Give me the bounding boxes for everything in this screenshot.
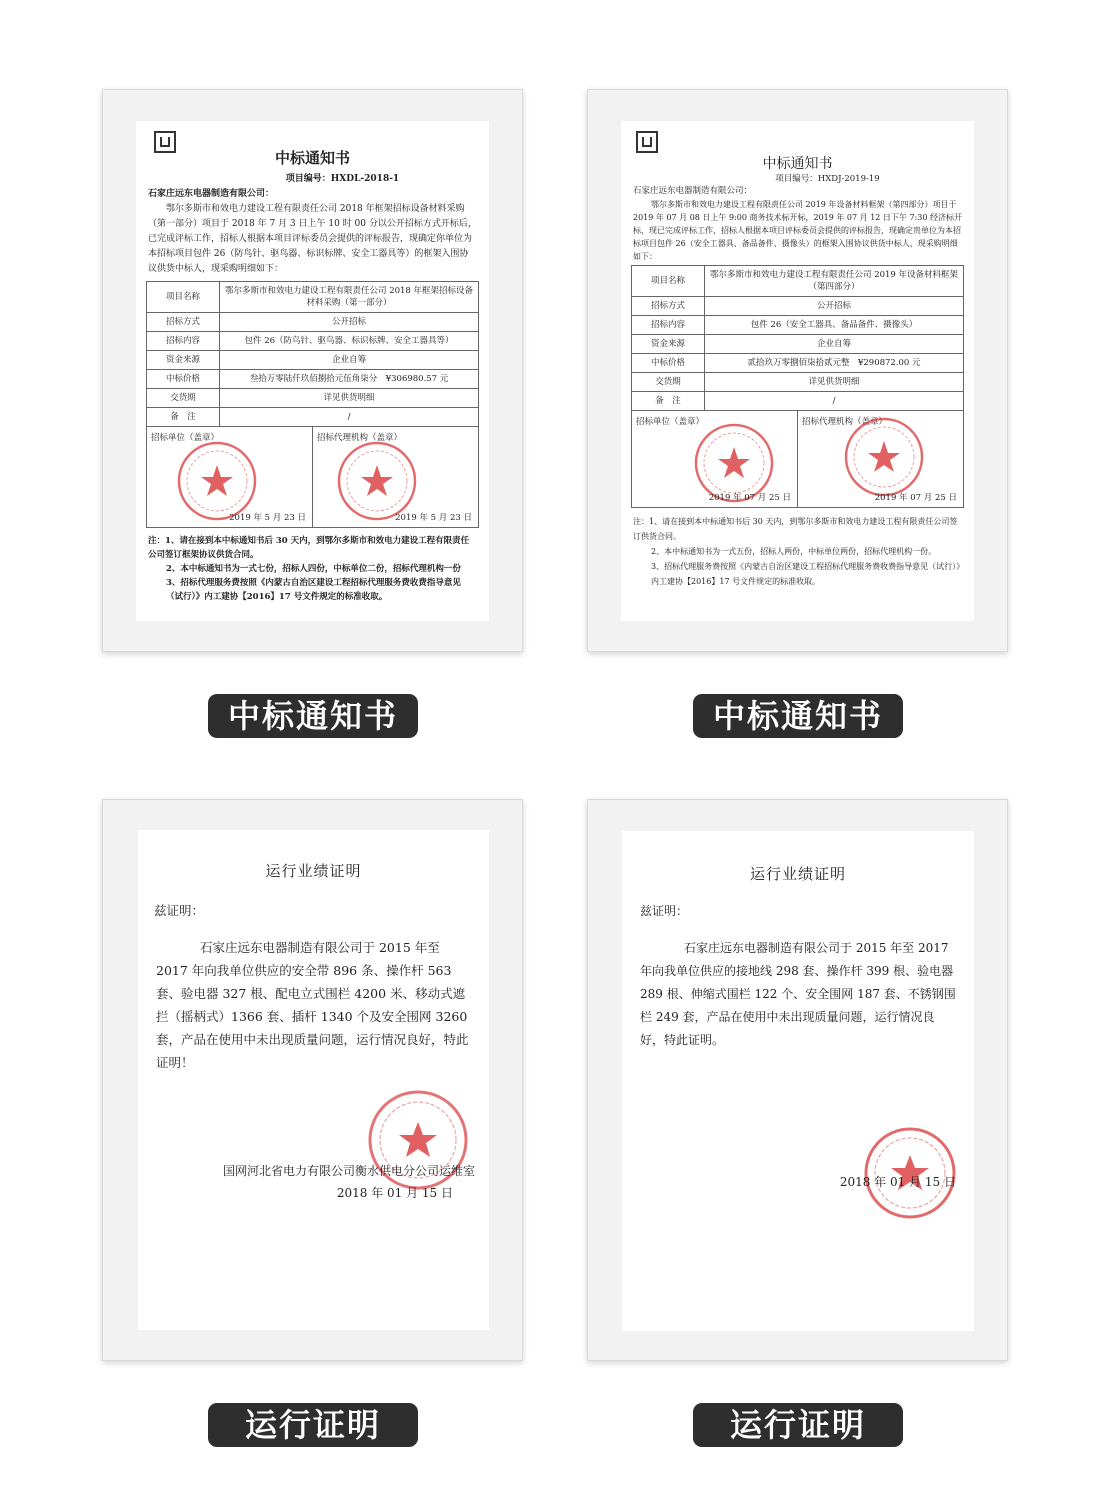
row-label: 中标价格 xyxy=(632,354,705,373)
signature-row xyxy=(146,427,479,528)
table-row xyxy=(147,332,479,351)
certificate-frame-perf-1 xyxy=(102,799,523,1361)
row-value: 贰拾玖万零捌佰柒拾贰元整 ¥290872.00 元 xyxy=(705,354,964,373)
notes xyxy=(621,508,974,589)
table-row xyxy=(632,316,964,335)
table-row xyxy=(147,370,479,389)
caption-performance-1: 运行证明 xyxy=(208,1403,418,1447)
row-value: 包件 26（防鸟针、驱鸟器、标识标牌、安全工器具等） xyxy=(220,332,479,351)
addressee: 石家庄远东电器制造有限公司： xyxy=(633,186,753,196)
row-value: 鄂尔多斯市和效电力建设工程有限责任公司 2018 年框架招标设备材料采购（第一部分） xyxy=(220,282,479,313)
performance-certificate xyxy=(622,831,974,1331)
info-table xyxy=(631,265,964,411)
row-value: 公开招标 xyxy=(220,313,479,332)
sig-right-date: 2019 年 07 月 25 日 xyxy=(874,493,957,503)
sig-left-date: 2019 年 07 月 25 日 xyxy=(708,493,791,503)
table-row xyxy=(632,266,964,297)
sig-left-label: 招标单位（盖章） xyxy=(636,417,705,427)
sig-right-label: 招标代理机构（盖章） xyxy=(317,433,403,443)
row-label: 招标方式 xyxy=(632,297,705,316)
signature-left xyxy=(632,411,797,507)
salutation: 兹证明： xyxy=(154,903,205,918)
certificate-frame-perf-2 xyxy=(587,799,1008,1361)
row-label: 备 注 xyxy=(147,408,220,427)
doc-title: 运行业绩证明 xyxy=(265,862,362,880)
row-value: / xyxy=(705,392,964,411)
note-3: 3、招标代理服务费按照《内蒙古自治区建设工程招标代理服务费收费指导意见（试行）》内工建协【2016】17 号文件规定的标准收取。 xyxy=(166,578,461,602)
body-text: 鄂尔多斯市和效电力建设工程有限责任公司 2018 年框架招标设备材料采购（第一部分）项目于 2018 年 7 月 3 日上午 10 时 00 分以公开招标方式开标后，已完成评标工作，招标人根据本项目评标委员会提供的评标报告，现确定你单位为本招标项目包件 26（防鸟针、驱鸟器、标识标牌、安全工器具等）的框架入围协议供货中标人，现采购明细如下： xyxy=(148,204,477,274)
doc-title: 中标通知书 xyxy=(274,149,350,167)
table-row xyxy=(147,282,479,313)
row-label: 资金来源 xyxy=(632,335,705,354)
row-label: 交货期 xyxy=(632,373,705,392)
signature-right xyxy=(797,411,963,507)
table-row xyxy=(147,351,479,370)
date: 2018 年 01 月 15 日 xyxy=(839,1175,956,1189)
row-label: 中标价格 xyxy=(147,370,220,389)
table-row xyxy=(147,408,479,427)
body-text: 石家庄远东电器制造有限公司于 2015 年至 2017 年向我单位供应的接地线 298 套、操作杆 399 根、验电器 289 根、伸缩式围栏 122 个、安全围网 187 套、不锈钢围栏 249 套，产品在使用中未出现质量问题，运行情况良好，特此证明。 xyxy=(640,941,956,1047)
note-1: 注：1、请在接到本中标通知书后 30 天内，到鄂尔多斯市和效电力建设工程有限责任公司签订框架协议供货合同。 xyxy=(148,536,470,560)
table-row xyxy=(147,389,479,408)
row-value: / xyxy=(220,408,479,427)
salutation: 兹证明： xyxy=(640,904,689,918)
certificate-frame-bid-1 xyxy=(102,89,523,652)
sig-left-label: 招标单位（盖章） xyxy=(151,433,220,443)
row-label: 项目名称 xyxy=(632,266,705,297)
row-value: 公开招标 xyxy=(705,297,964,316)
sig-right-label: 招标代理机构（盖章） xyxy=(802,417,888,427)
sig-left-date: 2019 年 5 月 23 日 xyxy=(229,513,306,523)
row-value: 详见供货明细 xyxy=(705,373,964,392)
row-value: 企业自筹 xyxy=(220,351,479,370)
row-value: 鄂尔多斯市和效电力建设工程有限责任公司 2019 年设备材料框架（第四部分） xyxy=(705,266,964,297)
row-value: 包件 26（安全工器具、备品备件、摄像头） xyxy=(705,316,964,335)
row-label: 备 注 xyxy=(632,392,705,411)
sig-right-date: 2019 年 5 月 23 日 xyxy=(395,513,472,523)
row-label: 交货期 xyxy=(147,389,220,408)
performance-certificate xyxy=(138,830,489,1330)
company-logo-icon xyxy=(154,131,176,153)
signature-left xyxy=(147,427,312,527)
doc-title: 运行业绩证明 xyxy=(749,865,846,883)
table-row xyxy=(632,335,964,354)
certificate-frame-bid-2 xyxy=(587,89,1008,652)
signature-right xyxy=(312,427,478,527)
note-2: 2、本中标通知书为一式五份，招标人两份，中标单位两份，招标代理机构一份。 xyxy=(651,547,937,556)
signer: 国网河北省电力有限公司衡水供电分公司运维室 xyxy=(222,1164,475,1178)
bid-notice-document xyxy=(621,121,974,621)
row-value: 企业自筹 xyxy=(705,335,964,354)
table-row xyxy=(147,313,479,332)
body-text: 石家庄远东电器制造有限公司于 2015 年至 2017 年向我单位供应的安全带 896 条、操作杆 563 套、验电器 327 根、配电立式围栏 4200 米、移动式遮拦（摇柄式）1366 套、插杆 1340 个及安全围网 3260 套，产品在使用中未出现质量问题，运行情况良好，特此证明！ xyxy=(156,940,469,1070)
notes xyxy=(136,528,489,604)
addressee: 石家庄远东电器制造有限公司： xyxy=(148,189,275,199)
note-3: 3、招标代理服务费按照《内蒙古自治区建设工程招标代理服务费收费指导意见（试行）》内工建协【2016】17 号文件规定的标准收取。 xyxy=(651,562,961,586)
table-row xyxy=(632,373,964,392)
doc-title: 中标通知书 xyxy=(762,156,833,172)
row-value: 叁拾万零陆仟玖佰捌拾元伍角柒分 ¥306980.57 元 xyxy=(220,370,479,389)
body-text: 鄂尔多斯市和效电力建设工程有限责任公司 2019 年设备材料框架（第四部分）项目于 2019 年 07 月 08 日上午 9:00 商务技术标开标，2019 年 07 月 12 日下午 7:30 经济标开标，现已完成评标工作，招标人根据本项目评标委员会提供的评标报告，现确定贵单位为本招标项目包件 26（安全工器具、备品备件、摄像头）的框架入围协议供货中标人，现采购明细如下： xyxy=(633,200,962,261)
caption-bid-notice-1: 中标通知书 xyxy=(208,694,418,738)
table-row xyxy=(632,354,964,373)
row-label: 招标方式 xyxy=(147,313,220,332)
caption-performance-2: 运行证明 xyxy=(693,1403,903,1447)
agency-seal-icon xyxy=(842,415,926,502)
row-label: 招标内容 xyxy=(632,316,705,335)
bid-notice-document xyxy=(136,121,489,621)
caption-bid-notice-2: 中标通知书 xyxy=(693,694,903,738)
note-2: 2、本中标通知书为一式七份，招标人四份，中标单位二份，招标代理机构一份 xyxy=(166,564,461,574)
table-row xyxy=(632,297,964,316)
date: 2018 年 01 月 15 日 xyxy=(336,1186,453,1200)
info-table xyxy=(146,281,479,427)
signature-row xyxy=(631,411,964,508)
row-label: 资金来源 xyxy=(147,351,220,370)
company-logo-icon xyxy=(636,131,658,153)
project-number: 项目编号：HXDL-2018-1 xyxy=(285,174,400,184)
table-row xyxy=(632,392,964,411)
row-label: 项目名称 xyxy=(147,282,220,313)
row-value: 详见供货明细 xyxy=(220,389,479,408)
row-label: 招标内容 xyxy=(147,332,220,351)
note-1: 注：1、请在接到本中标通知书后 30 天内，到鄂尔多斯市和效电力建设工程有限责任公司签订供货合同。 xyxy=(633,517,958,541)
project-number: 项目编号：HXDJ-2019-19 xyxy=(775,174,880,184)
